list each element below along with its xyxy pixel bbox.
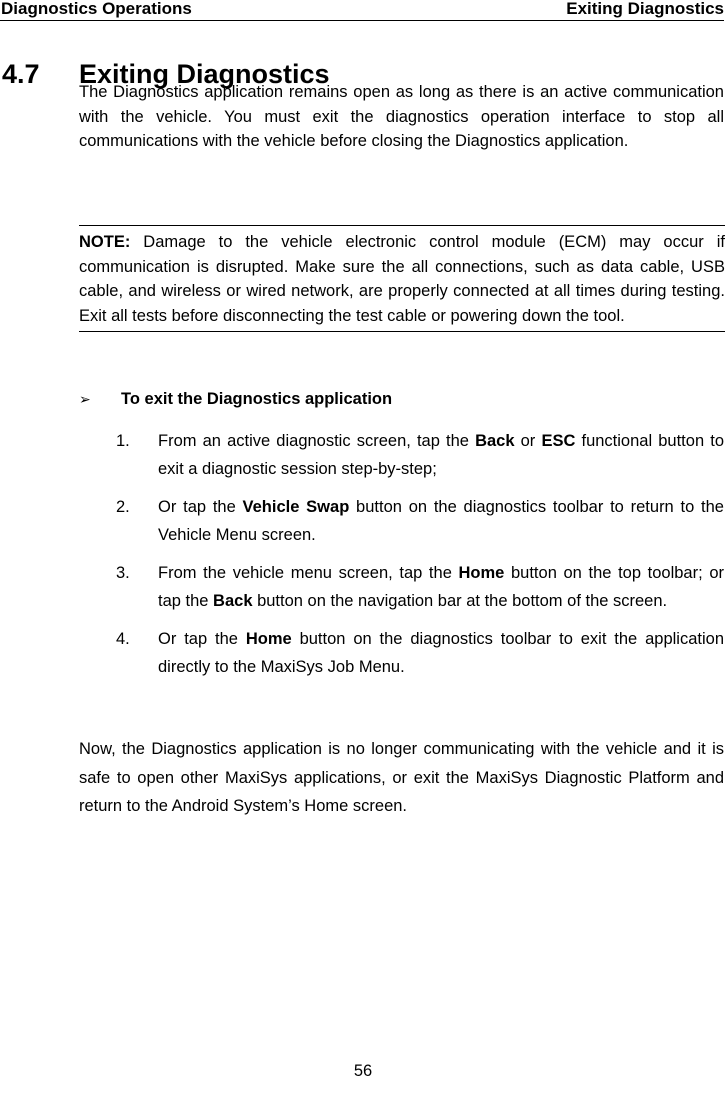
header-section-title: Exiting Diagnostics — [566, 0, 724, 18]
note-text: Damage to the vehicle electronic control module (ECM) may occur if communication is disrupted. Make sure the all connections, such as data cable, USB cable, and wireless or wired network, are properly connected at all times during testing. Exit all tests before disconnecting the test cable or powering down the tool. — [79, 233, 725, 325]
step-text: button on the diagnostics toolbar to exit the application directly to the MaxiSys Job Menu. — [158, 630, 724, 676]
step-text: functional button to exit a diagnostic session step-by-step; — [158, 432, 724, 478]
step-text: From an active diagnostic screen, tap the — [158, 432, 476, 450]
outro-paragraph: Now, the Diagnostics application is no longer communicating with the vehicle and it is safe to open other MaxiSys applications, or exit the MaxiSys Diagnostic Platform and return to the Android System’s Home screen. — [79, 740, 724, 815]
step-number: 4. — [116, 630, 130, 648]
arrow-bullet-icon: ➢ — [79, 391, 91, 407]
step-bold-term: ESC — [541, 432, 576, 450]
page-number: 56 — [353, 1062, 373, 1080]
steps-list — [79, 427, 724, 691]
step-text: button on the diagnostics toolbar to return to the Vehicle Menu screen. — [158, 498, 724, 544]
step-bold-term: Back — [475, 432, 515, 450]
step-text: Or tap the — [158, 498, 243, 516]
step-item — [79, 427, 724, 483]
intro-paragraph: The Diagnostics application remains open as long as there is an active communication with the vehicle. You must exit the diagnostics operation interface to stop all communications with the vehicle before closing the Diagnostics application. — [79, 83, 724, 150]
step-bold-term: Home — [245, 630, 292, 648]
step-bold-term: Vehicle Swap — [242, 498, 350, 516]
procedure-title: To exit the Diagnostics application — [121, 390, 393, 408]
note-box — [79, 225, 725, 332]
step-number: 2. — [116, 498, 130, 516]
step-text: Or tap the — [158, 630, 246, 648]
step-number: 3. — [116, 564, 130, 582]
page-header — [0, 0, 724, 21]
procedure-heading — [79, 387, 392, 411]
step-bold-term: Home — [458, 564, 505, 582]
section-number: 4.7 — [2, 59, 40, 89]
step-item — [79, 559, 724, 615]
step-item — [79, 493, 724, 549]
section-title: Exiting Diagnostics — [79, 59, 330, 89]
note-label: NOTE: — [79, 233, 131, 251]
step-text: button on the top toolbar; or tap the — [158, 564, 724, 610]
step-bold-term: Back — [213, 592, 253, 610]
step-item — [79, 625, 724, 681]
header-chapter-title: Diagnostics Operations — [1, 0, 192, 18]
step-text: button on the navigation bar at the bottom of the screen. — [252, 592, 668, 610]
step-text: or — [514, 432, 542, 450]
step-text: From the vehicle menu screen, tap the — [158, 564, 459, 582]
step-number: 1. — [116, 432, 130, 450]
